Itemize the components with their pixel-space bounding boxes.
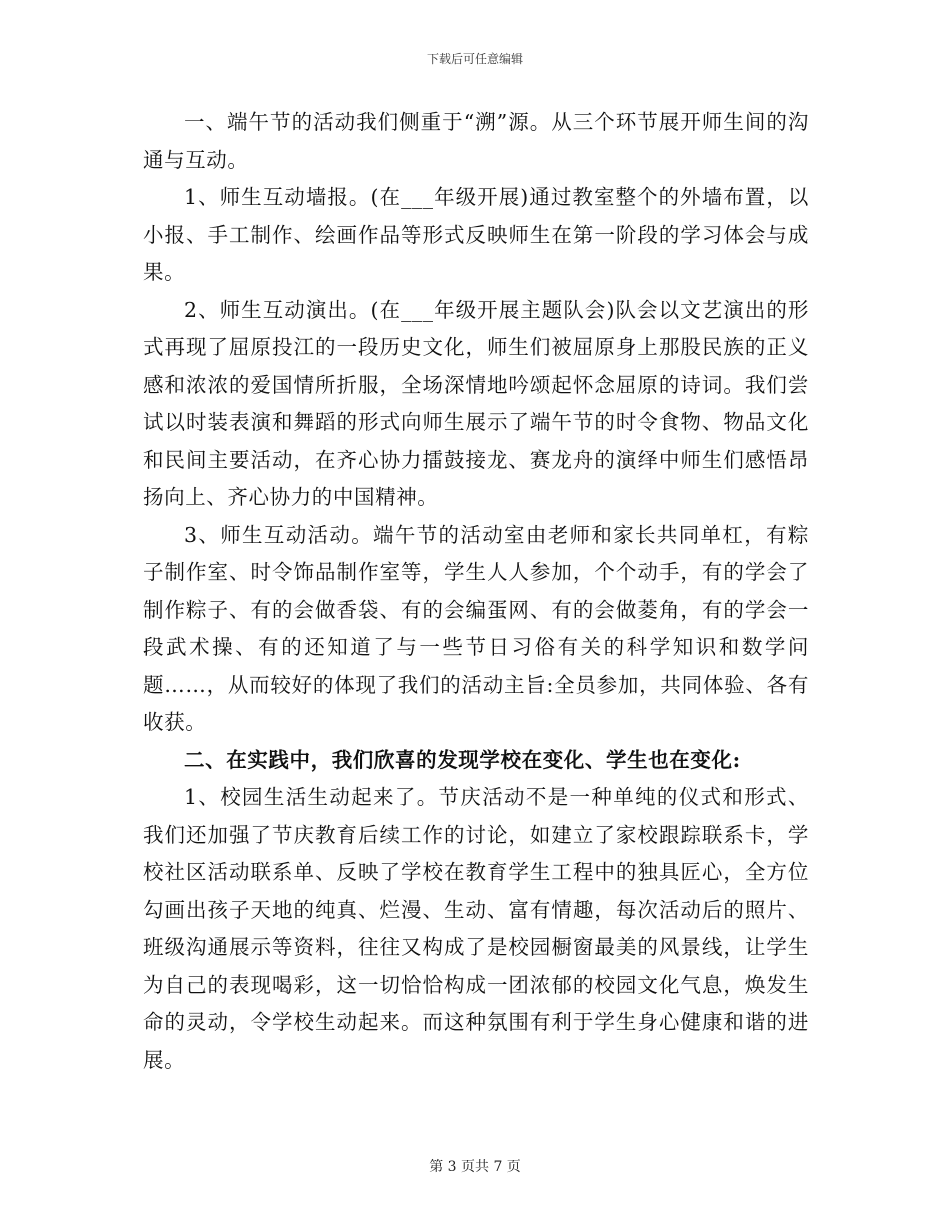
paragraph-1: 一、端午节的活动我们侧重于“溯”源。从三个环节展开师生间的沟通与互动。 [143, 110, 809, 172]
paragraph-4: 3、师生互动活动。端午节的活动室由老师和家长共同单杠，有粽子制作室、时令饰品制作室等，学生人人参加，个个动手，有的学会了制作粽子、有的会做香袋、有的会编蛋网、有的会做菱角，有的学会一段武术操、有的还知道了与一些节日习俗有关的科学知识和数学问题……，从而较好的体现了我们的活动主旨:全员参加，共同体验、各有收获。 [143, 522, 809, 734]
paragraph-2: 1、师生互动墙报。(在___年级开展)通过教室整个的外墙布置，以小报、手工制作、绘画作品等形式反映师生在第一阶段的学习体会与成果。 [143, 185, 809, 284]
section-heading-2: 二、在实践中，我们欣喜的发现学校在变化、学生也在变化: [184, 747, 741, 772]
page-number: 第 3 页共 7 页 [429, 1159, 521, 1175]
paragraph-5: 1、校园生活生动起来了。节庆活动不是一种单纯的仪式和形式、我们还加强了节庆教育后续工作的讨论，如建立了家校跟踪联系卡，学校社区活动联系单、反映了学校在教育学生工程中的独具匠心，全方位勾画出孩子天地的纯真、烂漫、生动、富有情趣，每次活动后的照片、班级沟通展示等资料，往往又构成了是校园橱窗最美的风景线，让学生为自己的表现喝彩，这一切恰恰构成一团浓郁的校园文化气息，焕发生命的灵动，令学校生动起来。而这种氛围有利于学生身心健康和谐的进展。 [143, 785, 809, 1072]
page-header: 下载后可任意编辑 [426, 52, 523, 66]
paragraph-3: 2、师生互动演出。(在___年级开展主题队会)队会以文艺演出的形式再现了屈原投江的一段历史文化，师生们被屈原身上那股民族的正义感和浓浓的爱国情所折服，全场深情地吟颂起怀念屈原的诗词。我们尝试以时装表演和舞蹈的形式向师生展示了端午节的时令食物、物品文化和民间主要活动，在齐心协力擂鼓接龙、赛龙舟的演绎中师生们感悟昂扬向上、齐心协力的中国精神。 [143, 297, 809, 509]
document-body [143, 104, 809, 1079]
